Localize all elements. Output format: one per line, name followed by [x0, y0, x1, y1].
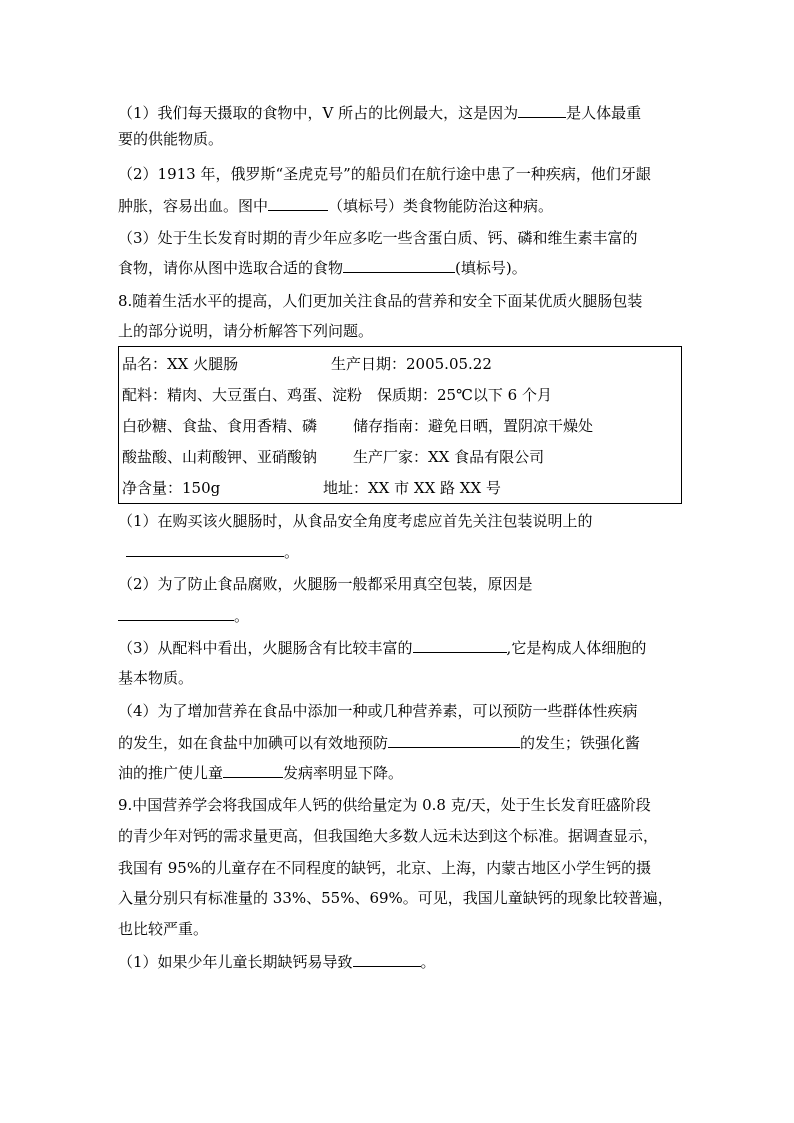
- q8-intro-line1: [118, 290, 642, 312]
- q7-part1-blank[interactable]: [518, 102, 566, 118]
- label-ingredients-3: 酸盐酸、山莉酸钾、亚硝酸钠: [122, 448, 318, 466]
- q7-part1-line1: [118, 102, 641, 124]
- q7-part3-text-cont: 食物，请你从图中选取合适的食物: [118, 259, 344, 277]
- label-address: 地址：XX 市 XX 路 XX 号: [323, 479, 501, 497]
- q8-intro-text-cont: 上的部分说明，请分析解答下列问题。: [118, 322, 374, 340]
- label-ingredients-2: 白砂糖、食盐、食用香精、磷: [122, 417, 318, 435]
- label-manufacturer: 生产厂家：XX 食品有限公司: [353, 448, 545, 466]
- q9-line2: [118, 825, 658, 847]
- q8-part4-line3: [118, 762, 403, 784]
- q9-text-5: 也比较严重。: [118, 920, 209, 938]
- q7-part1-text-cont: 是人体最重: [566, 104, 642, 122]
- q8-part1-text: （1）在购买该火腿肠时，从食品安全角度考虑应首先关注包装说明上的: [118, 512, 593, 530]
- q8-part2-line1: [118, 573, 533, 595]
- label-product-name: 品名：XX 火腿肠: [122, 355, 239, 373]
- q8-part4-blank-2[interactable]: [223, 762, 283, 778]
- q7-part3-text: （3）处于生长发育时期的青少年应多吃一些含蛋白质、钙、磷和维生素丰富的: [118, 229, 638, 247]
- q8-part4-line2: [118, 732, 640, 754]
- q7-part2-text-cont: 肿胀，容易出血。图中: [118, 197, 269, 215]
- q9-part1-text: （1）如果少年儿童长期缺钙易导致: [118, 953, 353, 971]
- label-production-date: 生产日期：2005.05.22: [331, 355, 492, 373]
- q7-part2-line1: [118, 163, 651, 185]
- q9-part1-line: [118, 951, 436, 973]
- label-ingredients-1: 配料：精肉、大豆蛋白、鸡蛋、淀粉: [122, 386, 363, 404]
- q7-part2-text-end: （填标号）类食物能防治这种病。: [328, 197, 554, 215]
- q7-part2-line2: [118, 195, 553, 217]
- q8-part1-blank[interactable]: [126, 541, 284, 557]
- q7-part2-text: （2）1913 年，俄罗斯“圣虎克号”的船员们在航行途中患了一种疾病，他们牙龈: [118, 165, 651, 183]
- q8-part1-line2: [118, 541, 299, 563]
- q8-part2-period: 。: [234, 607, 250, 625]
- q8-part4-text-mid: 的发生；铁强化酱: [520, 734, 641, 752]
- q7-part3-blank[interactable]: [343, 257, 455, 273]
- q9-text-3: 我国有 95%的儿童存在不同程度的缺钙，北京、上海，内蒙古地区小学生钙的摄: [118, 859, 652, 877]
- product-label-box: [118, 346, 682, 504]
- q9-text-1: 9.中国营养学会将我国成年人钙的供给量定为 0.8 克/天，处于生长发育旺盛阶段: [118, 796, 651, 814]
- q7-part3-text-end: (填标号)。: [455, 259, 527, 277]
- q8-intro-line2: [118, 320, 373, 342]
- q7-part1-text-end: 要的供能物质。: [118, 130, 224, 148]
- q8-part3-text: （3）从配料中看出，火腿肠含有比较丰富的: [118, 639, 413, 657]
- q8-part4-text-cont: 的发生，如在食盐中加碘可以有效地预防: [118, 734, 389, 752]
- q7-part1-line2: [118, 128, 223, 150]
- q9-part1-blank[interactable]: [353, 951, 421, 967]
- q7-part3-line1: [118, 227, 638, 249]
- label-shelf-life: 保质期：25℃以下 6 个月: [377, 386, 552, 404]
- q9-text-2: 的青少年对钙的需求量更高，但我国绝大多数人远未达到这个标准。据调查显示，: [118, 827, 659, 845]
- q8-part4-blank-1[interactable]: [388, 732, 520, 748]
- q8-part3-text-end: 基本物质。: [118, 669, 194, 687]
- q8-part3-line1: [118, 637, 646, 659]
- q8-intro-text: 8.随着生活水平的提高，人们更加关注食品的营养和安全下面某优质火腿肠包装: [118, 292, 643, 310]
- q7-part3-line2: [118, 257, 527, 279]
- q9-line1: [118, 794, 651, 816]
- q8-part4-line1: [118, 700, 638, 722]
- q8-part2-blank[interactable]: [118, 605, 234, 621]
- q8-part4-text: （4）为了增加营养在食品中添加一种或几种营养素，可以预防一些群体性疾病: [118, 702, 638, 720]
- q8-part3-text-cont: ,它是构成人体细胞的: [506, 639, 647, 657]
- q8-part3-blank[interactable]: [413, 637, 507, 653]
- label-net-content: 净含量：150g: [122, 479, 221, 497]
- q7-part1-text: （1）我们每天摄取的食物中，V 所占的比例最大，这是因为: [118, 104, 519, 122]
- q8-part1-line1: [118, 510, 593, 532]
- q9-line4: [118, 887, 673, 909]
- q8-part2-text: （2）为了防止食品腐败，火腿肠一般都采用真空包装，原因是: [118, 575, 533, 593]
- q9-text-4: 入量分别只有标准量的 33%、55%、69%。可见，我国儿童缺钙的现象比较普遍，: [118, 889, 673, 907]
- q8-part1-period: 。: [284, 543, 300, 561]
- q7-part2-blank[interactable]: [268, 195, 328, 211]
- q8-part2-line2: [118, 605, 249, 627]
- q8-part4-text-end: 发病率明显下降。: [283, 764, 404, 782]
- q9-line3: [118, 857, 651, 879]
- label-storage: 储存指南：避免日晒，置阴凉干燥处: [353, 417, 594, 435]
- q8-part4-text-cont2: 油的推广使儿童: [118, 764, 224, 782]
- q9-line5: [118, 918, 208, 940]
- q9-part1-period: 。: [420, 953, 436, 971]
- q8-part3-line2: [118, 667, 193, 689]
